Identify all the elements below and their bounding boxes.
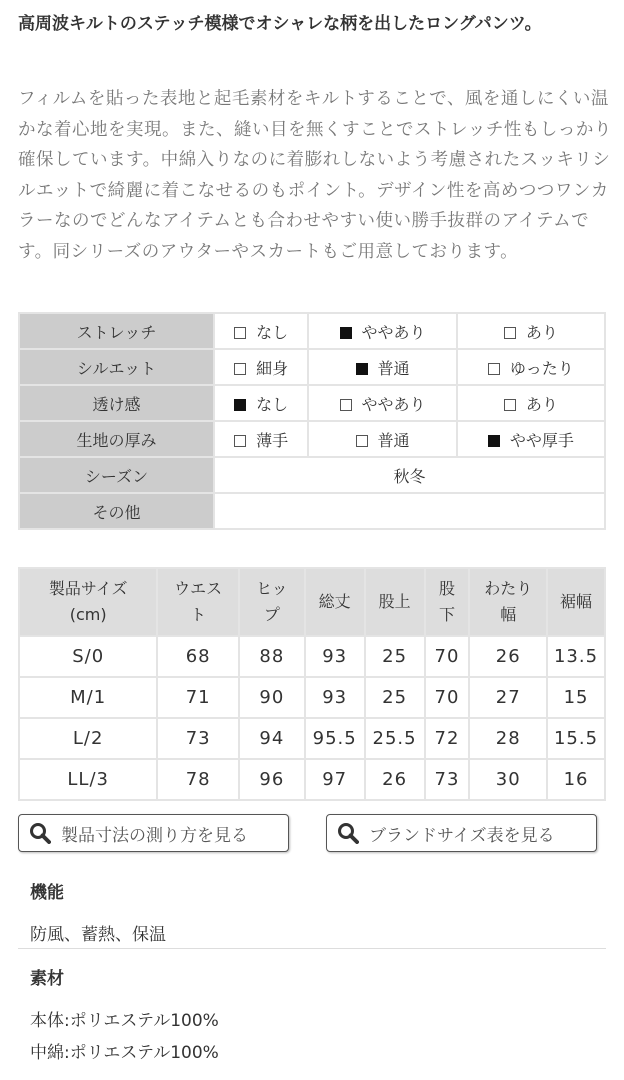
spec-row	[19, 385, 605, 421]
spec-label: 生地の厚み	[19, 421, 214, 457]
spec-label: ストレッチ	[19, 313, 214, 349]
spec-row	[19, 421, 605, 457]
spec-value-other	[214, 493, 605, 529]
size-cell: 25.5	[365, 718, 425, 759]
spec-label: 透け感	[19, 385, 214, 421]
function-text: 防風、蓄熱、保温	[30, 925, 166, 945]
product-title: 高周波キルトのステッチ模様でオシャレな柄を出したロングパンツ。	[18, 14, 542, 34]
size-cell: 15.5	[547, 718, 605, 759]
search-icon	[29, 822, 51, 844]
spec-option	[457, 349, 605, 385]
size-cell: S/0	[19, 636, 157, 677]
size-cell: 93	[305, 636, 365, 677]
size-cell: 27	[469, 677, 547, 718]
spec-row	[19, 493, 605, 529]
table-row	[19, 759, 605, 800]
option-text: あり	[525, 322, 558, 342]
size-cell: 26	[469, 636, 547, 677]
size-header: ヒッ プ	[239, 568, 305, 636]
spec-option	[214, 349, 308, 385]
option-text: ゆったり	[509, 358, 574, 378]
spec-value-season: 秋冬	[214, 457, 605, 493]
spec-option	[457, 313, 605, 349]
unchecked-box-icon	[234, 363, 246, 375]
size-header: 股 下	[425, 568, 470, 636]
unchecked-box-icon	[234, 327, 246, 339]
option-text: ややあり	[361, 322, 426, 342]
checked-box-icon	[488, 435, 500, 447]
spec-label: シルエット	[19, 349, 214, 385]
size-cell: 78	[157, 759, 239, 800]
material-line: 中綿:ポリエステル100%	[30, 1043, 219, 1063]
option-text: あり	[525, 394, 558, 414]
size-cell: 26	[365, 759, 425, 800]
spec-option	[457, 421, 605, 457]
size-cell: 68	[157, 636, 239, 677]
size-table	[18, 567, 606, 801]
checked-box-icon	[356, 363, 368, 375]
table-row	[19, 636, 605, 677]
size-header: 裾幅	[547, 568, 605, 636]
search-icon	[337, 822, 359, 844]
size-cell: 90	[239, 677, 305, 718]
checked-box-icon	[234, 399, 246, 411]
size-cell: 96	[239, 759, 305, 800]
spec-option	[457, 385, 605, 421]
size-cell: 70	[425, 636, 470, 677]
unchecked-box-icon	[504, 327, 516, 339]
size-cell: 16	[547, 759, 605, 800]
function-heading: 機能	[30, 883, 64, 903]
measure-guide-button[interactable]	[18, 814, 289, 852]
option-text: ややあり	[361, 394, 426, 414]
size-cell: 70	[425, 677, 470, 718]
divider	[18, 948, 606, 949]
option-text: 普通	[377, 358, 410, 378]
spec-option	[214, 313, 308, 349]
table-row	[19, 718, 605, 759]
spec-option	[308, 349, 456, 385]
size-header: 製品サイズ (cm)	[19, 568, 157, 636]
spec-option	[308, 385, 456, 421]
size-cell: 71	[157, 677, 239, 718]
spec-option	[214, 385, 308, 421]
unchecked-box-icon	[356, 435, 368, 447]
measure-guide-label: 製品寸法の測り方を見る	[61, 825, 248, 846]
spec-table	[18, 312, 606, 530]
spec-row	[19, 457, 605, 493]
spec-label-other: その他	[19, 493, 214, 529]
spec-option	[308, 421, 456, 457]
spec-row	[19, 349, 605, 385]
unchecked-box-icon	[488, 363, 500, 375]
size-header: 股上	[365, 568, 425, 636]
size-cell: LL/3	[19, 759, 157, 800]
material-line: 本体:ポリエステル100%	[30, 1011, 219, 1031]
spec-row	[19, 313, 605, 349]
option-text: なし	[256, 394, 289, 414]
option-text: なし	[256, 322, 289, 342]
checked-box-icon	[340, 327, 352, 339]
size-cell: 28	[469, 718, 547, 759]
unchecked-box-icon	[234, 435, 246, 447]
size-cell: 73	[157, 718, 239, 759]
material-heading: 素材	[30, 969, 64, 989]
size-header: ウエス ト	[157, 568, 239, 636]
unchecked-box-icon	[504, 399, 516, 411]
size-cell: 94	[239, 718, 305, 759]
size-cell: 13.5	[547, 636, 605, 677]
option-text: やや厚手	[509, 430, 574, 450]
size-cell: L/2	[19, 718, 157, 759]
size-cell: 93	[305, 677, 365, 718]
size-cell: 25	[365, 677, 425, 718]
spec-option	[308, 313, 456, 349]
size-cell: 88	[239, 636, 305, 677]
product-description: フィルムを貼った表地と起毛素材をキルトすることで、風を通しにくい温かな着心地を実現。また、縫い目を無くすことでストレッチ性もしっかり確保しています。中綿入りなのに着膨れしないよう考慮されたスッキリシルエットで綺麗に着こなせるのもポイント。デザイン性を高めつつワンカラーなのでどんなアイテムとも合わせやすい使い勝手抜群のアイテムです。同シリーズのアウターやスカートもご用意しております。	[18, 89, 612, 262]
size-header: わたり 幅	[469, 568, 547, 636]
size-cell: 30	[469, 759, 547, 800]
size-header: 総丈	[305, 568, 365, 636]
size-cell: M/1	[19, 677, 157, 718]
table-row	[19, 677, 605, 718]
size-cell: 25	[365, 636, 425, 677]
option-text: 普通	[377, 430, 410, 450]
spec-option	[214, 421, 308, 457]
size-cell: 97	[305, 759, 365, 800]
option-text: 薄手	[256, 430, 289, 450]
size-cell: 72	[425, 718, 470, 759]
unchecked-box-icon	[340, 399, 352, 411]
size-cell: 73	[425, 759, 470, 800]
brand-size-button[interactable]	[326, 814, 597, 852]
size-cell: 95.5	[305, 718, 365, 759]
brand-size-label: ブランドサイズ表を見る	[369, 825, 555, 846]
spec-label-season: シーズン	[19, 457, 214, 493]
option-text: 細身	[256, 358, 289, 378]
size-cell: 15	[547, 677, 605, 718]
